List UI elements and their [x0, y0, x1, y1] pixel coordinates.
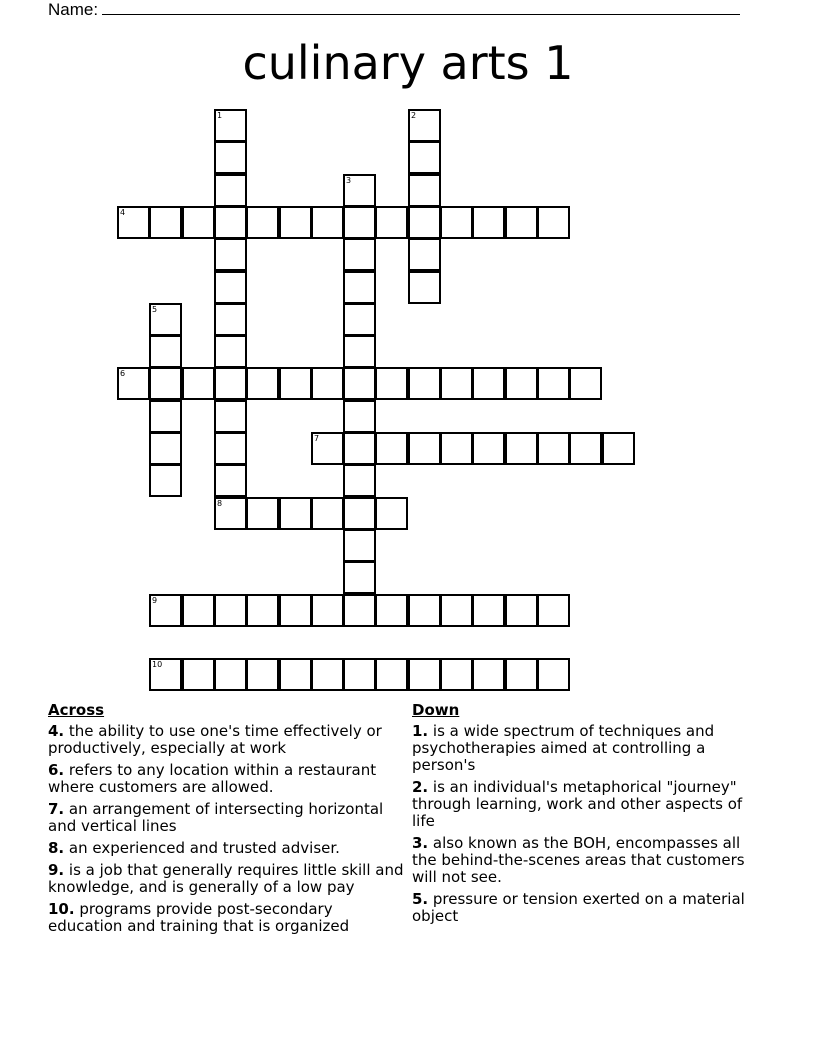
grid-cell[interactable]: [214, 174, 247, 207]
clue-text: the ability to use one's time effectively or productively, especially at work: [48, 722, 382, 757]
grid-cell[interactable]: [279, 594, 312, 627]
grid-cell[interactable]: [182, 206, 215, 239]
grid-cell[interactable]: [343, 497, 376, 530]
grid-cell[interactable]: [311, 367, 344, 400]
clue-number: 2.: [412, 778, 429, 796]
grid-cell[interactable]: [343, 658, 376, 691]
grid-cell[interactable]: [375, 367, 408, 400]
cell-number: 9: [152, 596, 158, 605]
grid-cell[interactable]: [214, 335, 247, 368]
grid-cell[interactable]: [505, 367, 538, 400]
grid-cell[interactable]: [408, 174, 441, 207]
grid-cell[interactable]: [311, 432, 344, 465]
grid-cell[interactable]: [214, 658, 247, 691]
grid-cell[interactable]: [440, 367, 473, 400]
cell-number: 6: [120, 369, 126, 378]
grid-cell[interactable]: [149, 594, 182, 627]
clue-item: [48, 762, 410, 796]
grid-cell[interactable]: [149, 464, 182, 497]
clue-item: [412, 723, 762, 774]
clue-number: 1.: [412, 722, 429, 740]
grid-cell[interactable]: [214, 367, 247, 400]
clue-number: 10.: [48, 900, 75, 918]
grid-cell[interactable]: [408, 206, 441, 239]
grid-cell[interactable]: [440, 594, 473, 627]
clue-text: also known as the BOH, encompasses all the behind-the-scenes areas that customers will not see.: [412, 834, 745, 886]
grid-cell[interactable]: [343, 561, 376, 594]
cell-number: 4: [120, 208, 126, 217]
grid-cell[interactable]: [311, 594, 344, 627]
grid-cell[interactable]: [505, 658, 538, 691]
clue-item: [48, 840, 410, 857]
grid-cell[interactable]: [214, 238, 247, 271]
grid-cell[interactable]: [279, 206, 312, 239]
grid-cell[interactable]: [472, 367, 505, 400]
grid-cell[interactable]: [472, 594, 505, 627]
grid-cell[interactable]: [246, 206, 279, 239]
down-heading: Down: [412, 701, 460, 719]
grid-cell[interactable]: [343, 335, 376, 368]
across-heading: Across: [48, 701, 105, 719]
clue-item: [412, 779, 762, 830]
grid-cell[interactable]: [343, 271, 376, 304]
clue-item: [48, 801, 410, 835]
grid-cell[interactable]: [246, 367, 279, 400]
grid-cell[interactable]: [408, 109, 441, 142]
clue-text: pressure or tension exerted on a material object: [412, 890, 745, 925]
grid-cell[interactable]: [343, 400, 376, 433]
grid-cell[interactable]: [408, 594, 441, 627]
grid-cell[interactable]: [343, 206, 376, 239]
down-clue-list: [412, 723, 762, 925]
grid-cell[interactable]: [214, 271, 247, 304]
grid-cell[interactable]: [440, 206, 473, 239]
grid-cell[interactable]: [343, 238, 376, 271]
grid-cell[interactable]: [214, 303, 247, 336]
name-label: Name:: [48, 0, 99, 19]
grid-cell[interactable]: [214, 109, 247, 142]
grid-cell[interactable]: [182, 658, 215, 691]
grid-cell[interactable]: [343, 174, 376, 207]
clue-text: an experienced and trusted adviser.: [64, 839, 340, 857]
clue-text: is a wide spectrum of techniques and psychotherapies aimed at controlling a person's: [412, 722, 715, 774]
grid-cell[interactable]: [117, 367, 150, 400]
clue-item: [48, 723, 410, 757]
cell-number: 8: [217, 499, 223, 508]
grid-cell[interactable]: [440, 432, 473, 465]
page-title: culinary arts 1: [242, 36, 574, 90]
down-clues: [412, 700, 762, 930]
grid-cell[interactable]: [182, 594, 215, 627]
grid-cell[interactable]: [375, 658, 408, 691]
grid-cell[interactable]: [182, 367, 215, 400]
clue-item: [48, 862, 410, 896]
grid-cell[interactable]: [569, 367, 602, 400]
grid-cell[interactable]: [343, 529, 376, 562]
grid-cell[interactable]: [214, 141, 247, 174]
grid-cell[interactable]: [311, 206, 344, 239]
grid-cell[interactable]: [149, 658, 182, 691]
clue-item: [48, 901, 410, 935]
grid-cell[interactable]: [311, 658, 344, 691]
grid-cell[interactable]: [214, 206, 247, 239]
grid-cell[interactable]: [408, 432, 441, 465]
grid-cell[interactable]: [279, 497, 312, 530]
clue-number: 7.: [48, 800, 65, 818]
grid-cell[interactable]: [569, 432, 602, 465]
clue-item: [412, 835, 762, 886]
clue-text: an arrangement of intersecting horizontal and vertical lines: [48, 800, 384, 835]
grid-cell[interactable]: [214, 594, 247, 627]
grid-cell[interactable]: [343, 464, 376, 497]
grid-cell[interactable]: [149, 400, 182, 433]
grid-cell[interactable]: [279, 367, 312, 400]
grid-cell[interactable]: [505, 594, 538, 627]
grid-cell[interactable]: [214, 464, 247, 497]
grid-cell[interactable]: [505, 206, 538, 239]
clue-number: 5.: [412, 890, 429, 908]
grid-cell[interactable]: [246, 594, 279, 627]
grid-cell[interactable]: [408, 238, 441, 271]
grid-cell[interactable]: [537, 432, 570, 465]
grid-cell[interactable]: [440, 658, 473, 691]
clue-number: 4.: [48, 722, 65, 740]
grid-cell[interactable]: [343, 432, 376, 465]
across-clue-list: [48, 723, 410, 935]
grid-cell[interactable]: [279, 658, 312, 691]
across-clues: [48, 700, 410, 940]
cell-number: 10: [152, 660, 163, 669]
cell-number: 1: [217, 111, 223, 120]
grid-cell[interactable]: [602, 432, 635, 465]
grid-cell[interactable]: [117, 206, 150, 239]
clue-number: 8.: [48, 839, 65, 857]
grid-cell[interactable]: [149, 335, 182, 368]
grid-cell[interactable]: [311, 497, 344, 530]
clue-text: refers to any location within a restaurant where customers are allowed.: [48, 761, 377, 796]
grid-cell[interactable]: [343, 367, 376, 400]
grid-cell[interactable]: [408, 271, 441, 304]
clue-number: 3.: [412, 834, 429, 852]
grid-cell[interactable]: [343, 303, 376, 336]
grid-cell[interactable]: [472, 206, 505, 239]
grid-cell[interactable]: [246, 497, 279, 530]
grid-cell[interactable]: [149, 367, 182, 400]
clue-text: is a job that generally requires little skill and knowledge, and is generally of a low pay: [48, 861, 404, 896]
grid-cell[interactable]: [472, 432, 505, 465]
grid-cell[interactable]: [375, 206, 408, 239]
grid-cell[interactable]: [408, 367, 441, 400]
grid-cell[interactable]: [343, 594, 376, 627]
grid-cell[interactable]: [149, 303, 182, 336]
clue-number: 9.: [48, 861, 65, 879]
grid-cell[interactable]: [537, 367, 570, 400]
grid-cell[interactable]: [375, 432, 408, 465]
clue-text: is an individual's metaphorical "journey" through learning, work and other aspects of life: [412, 778, 743, 830]
grid-cell[interactable]: [214, 400, 247, 433]
cell-number: 7: [314, 434, 320, 443]
cell-number: 2: [411, 111, 417, 120]
grid-cell[interactable]: [472, 658, 505, 691]
grid-cell[interactable]: [408, 141, 441, 174]
grid-cell[interactable]: [537, 658, 570, 691]
cell-number: 3: [346, 176, 352, 185]
grid-cell[interactable]: [375, 594, 408, 627]
clue-number: 6.: [48, 761, 65, 779]
grid-cell[interactable]: [246, 658, 279, 691]
grid-cell[interactable]: [214, 432, 247, 465]
grid-cell[interactable]: [375, 497, 408, 530]
grid-cell[interactable]: [149, 432, 182, 465]
clue-text: programs provide post-secondary education and training that is organized: [48, 900, 350, 935]
grid-cell[interactable]: [214, 497, 247, 530]
grid-cell[interactable]: [537, 594, 570, 627]
cell-number: 5: [152, 305, 158, 314]
grid-cell[interactable]: [537, 206, 570, 239]
grid-cell[interactable]: [408, 658, 441, 691]
clue-item: [412, 891, 762, 925]
grid-cell[interactable]: [505, 432, 538, 465]
grid-cell[interactable]: [149, 206, 182, 239]
